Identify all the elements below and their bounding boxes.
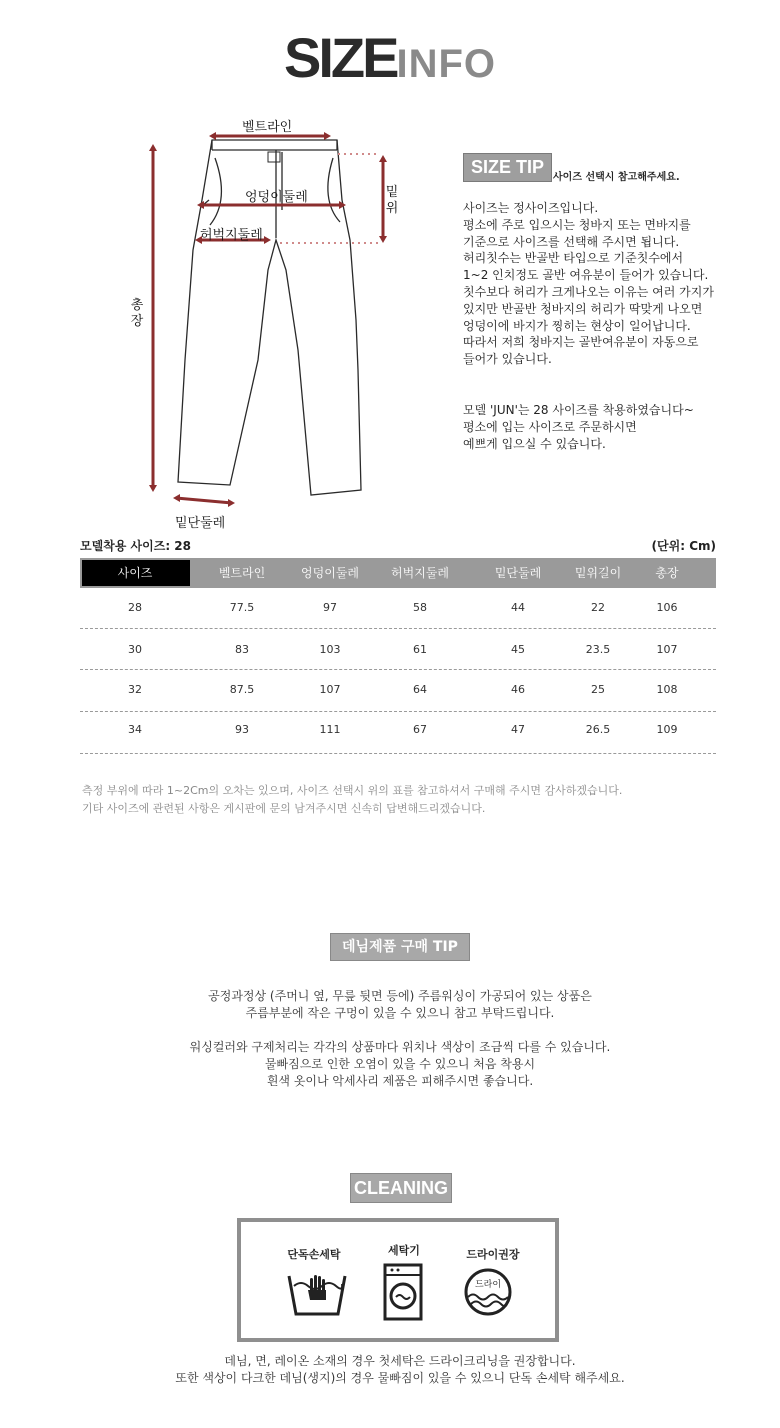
table-cell: 97 (323, 601, 337, 614)
table-cell: 45 (511, 643, 525, 656)
size-tip-line: 들어가 있습니다. (463, 352, 552, 367)
table-row (80, 639, 716, 679)
size-tip-line: 평소에 주로 입으시는 청바지 또는 면바지를 (463, 217, 691, 232)
table-header-cell: 벨트라인 (218, 566, 266, 580)
unit-label: (단위: Cm) (651, 539, 716, 553)
label-rise-2: 위 (385, 201, 399, 216)
table-cell: 26.5 (585, 723, 611, 736)
size-tip-line: 칫수보다 허리가 크게나오는 이유는 여러 가지가 (463, 284, 714, 299)
table-header-cell: 밑단둘레 (494, 566, 542, 580)
table-cell: 83 (235, 643, 249, 656)
table-header-cell: 허벅지둘레 (391, 566, 449, 580)
size-tip-line: 기준으로 사이즈를 선택해 주시면 됩니다. (463, 234, 680, 249)
label-total-1: 총 (130, 298, 144, 313)
size-tip-line: 사이즈는 정사이즈입니다. (463, 201, 599, 215)
page-title (0, 26, 780, 89)
size-tip-line: 허리칫수는 반골반 타입으로 기준칫수에서 (463, 251, 684, 266)
table-cell: 109 (656, 723, 678, 736)
label-thigh: 허벅지둘레 (200, 228, 263, 243)
model-lines (463, 402, 763, 452)
table-cell: 25 (591, 683, 605, 696)
table-cell: 111 (319, 723, 341, 736)
row-divider (80, 711, 716, 712)
denim-tip-badge: 데님제품 구매 TIP (330, 933, 470, 961)
denim-line: 공정과정상 (주머니 옆, 무릎 뒷면 등에) 주름워싱이 가공되어 있는 상품은 (208, 989, 592, 1003)
table-header-cell: 밑위길이 (574, 566, 622, 580)
denim-line: 물빠짐으로 인한 오염이 있을 수 있으니 처음 착용시 (264, 1057, 536, 1071)
dry-clean-icon (463, 1267, 513, 1317)
size-tip-line: 따라서 저희 청바지는 골반여유분이 자동으로 (463, 335, 699, 350)
table-cell: 34 (128, 723, 142, 736)
size-tip-line: 있지만 반골반 청바지의 허리가 딱맞게 나오면 (463, 301, 703, 316)
label-total-2: 장 (130, 314, 144, 329)
label-belt-line: 벨트라인 (242, 120, 293, 135)
cleaning-badge: CLEANING (350, 1173, 452, 1203)
table-cell: 108 (656, 683, 678, 696)
table-row (80, 597, 716, 637)
model-line: 예쁘게 입으실 수 있습니다. (463, 436, 606, 451)
hand-wash-icon (286, 1272, 348, 1318)
table-header-cell: 사이즈 (117, 566, 153, 580)
row-divider (80, 628, 716, 629)
size-tip-note: 사이즈 선택시 참고해주세요. (553, 172, 680, 183)
table-cell: 87.5 (229, 683, 255, 696)
pants-outline-icon (0, 110, 440, 530)
table-row (80, 679, 716, 719)
table-cell: 22 (591, 601, 605, 614)
label-hem: 밑단둘레 (175, 516, 226, 531)
dry-clean-label: 드라이권장 (466, 1248, 520, 1261)
denim-line: 주름부분에 작은 구멍이 있을 수 있으니 참고 부탁드립니다. (245, 1006, 555, 1020)
cleaning-icons-box (237, 1218, 559, 1342)
size-tip-badge: SIZE TIP (463, 153, 552, 182)
table-cell: 103 (319, 643, 341, 656)
hand-wash-label: 단독손세탁 (287, 1248, 341, 1261)
table-header-cell: 엉덩이둘레 (301, 566, 359, 580)
model-line: 모델 'JUN'는 28 사이즈를 착용하였습니다~ (463, 402, 694, 417)
model-line: 평소에 입는 사이즈로 주문하시면 (463, 419, 637, 434)
label-total-length (129, 298, 145, 330)
table-cell: 61 (413, 643, 427, 656)
table-cell: 58 (413, 601, 427, 614)
label-rise-1: 밑 (385, 185, 399, 200)
table-cell: 28 (128, 601, 142, 614)
row-divider (80, 753, 716, 754)
table-cell: 47 (511, 723, 525, 736)
table-cell: 32 (128, 683, 142, 696)
title-size: SIZE (283, 26, 397, 89)
washing-machine-icon (383, 1263, 423, 1321)
table-cell: 46 (511, 683, 525, 696)
denim-line: 흰색 옷이나 악세사리 제품은 피해주시면 좋습니다. (266, 1074, 534, 1088)
label-rise (384, 185, 400, 217)
table-cell: 107 (319, 683, 341, 696)
cleaning-line: 데님, 면, 레이온 소재의 경우 첫세탁은 드라이크리닝을 권장합니다. (224, 1354, 576, 1368)
size-tip-text (463, 200, 763, 452)
note-line: 측정 부위에 따라 1~2Cm의 오차는 있으며, 사이즈 선택시 위의 표를 참고하셔서 구매해 주시면 감사하겠습니다. (82, 784, 623, 797)
table-cell: 107 (656, 643, 678, 656)
table-cell: 93 (235, 723, 249, 736)
table-cell: 30 (128, 643, 142, 656)
table-header-cell: 총장 (655, 566, 679, 580)
size-table-header (80, 558, 716, 588)
denim-tip-text (0, 988, 780, 1090)
cleaning-text (0, 1353, 780, 1386)
pants-diagram (0, 110, 440, 530)
table-cell: 67 (413, 723, 427, 736)
label-hip: 엉덩이둘레 (245, 190, 308, 205)
row-divider (80, 669, 716, 670)
measurement-notes (82, 782, 762, 818)
note-line: 기타 사이즈에 관련된 사항은 게시판에 문의 남겨주시면 신속히 답변해드리겠습니다. (82, 802, 486, 815)
table-cell: 106 (656, 601, 678, 614)
table-cell: 77.5 (229, 601, 255, 614)
size-tip-line: 1~2 인치정도 골반 여유분이 들어가 있습니다. (463, 268, 709, 283)
denim-line: 워싱컬러와 구제처리는 각각의 상품마다 위치나 색상이 조금씩 다를 수 있습니다. (189, 1040, 611, 1054)
title-info: INFO (396, 42, 496, 86)
table-cell: 64 (413, 683, 427, 696)
model-size: 모델착용 사이즈: 28 (80, 539, 191, 553)
table-cell: 44 (511, 601, 525, 614)
dry-clean-icon-text: 드라이 (474, 1280, 502, 1290)
size-tip-lines (463, 200, 763, 368)
cleaning-line: 또한 색상이 다크한 데님(생지)의 경우 물빠짐이 있을 수 있으니 단독 손세탁 해주세요. (175, 1370, 625, 1385)
washing-machine-label: 세탁기 (388, 1244, 420, 1257)
spacer (0, 1022, 780, 1039)
size-tip-line: 엉덩이에 바지가 찡히는 현상이 일어납니다. (463, 318, 691, 333)
table-cell: 23.5 (585, 643, 611, 656)
